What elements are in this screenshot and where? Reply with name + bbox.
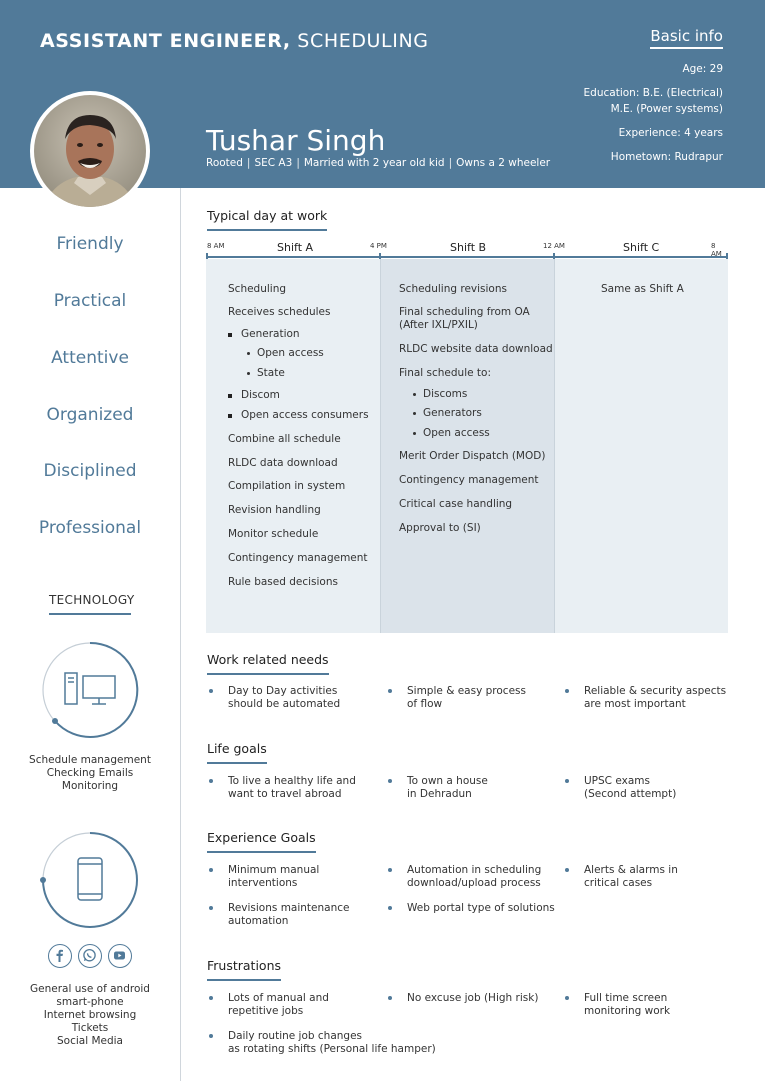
tag-vehicle: Owns a 2 wheeler — [456, 157, 551, 169]
trait-attentive: Attentive — [51, 348, 129, 368]
basic-info-education-2: M.E. (Power systems) — [610, 103, 723, 115]
typical-day-title: Typical day at work — [207, 208, 327, 231]
life-goals-title: Life goals — [207, 741, 267, 764]
list-item: Reliable & security aspects are most important — [584, 685, 727, 710]
list-item: Approval to (SI) — [399, 522, 481, 534]
trait-organized: Organized — [46, 405, 134, 425]
persona-name: Tushar Singh — [206, 124, 386, 157]
list-item: Contingency management — [228, 552, 368, 564]
work-needs-title: Work related needs — [207, 652, 329, 675]
list-item: Revision handling — [228, 504, 321, 516]
desktop-usage-gauge — [40, 640, 140, 740]
list-item: Same as Shift A — [601, 283, 684, 295]
tag-sec: SEC A3 — [254, 157, 293, 169]
list-item: Receives schedules — [228, 306, 331, 318]
list-item: Web portal type of solutions — [407, 902, 555, 914]
list-item: Full time screen monitoring work — [584, 992, 671, 1017]
list-item: Monitor schedule — [228, 528, 319, 540]
role-title: ASSISTANT ENGINEER, SCHEDULING — [40, 30, 429, 52]
list-item: Minimum manual interventions — [228, 864, 320, 889]
list-item: Open access — [257, 347, 324, 359]
basic-info-age: Age: 29 — [682, 63, 723, 75]
list-item: Combine all schedule — [228, 433, 341, 445]
list-item: RLDC data download — [228, 457, 338, 469]
list-item: Critical case handling — [399, 498, 513, 510]
list-item: Scheduling revisions — [399, 283, 507, 295]
social-apps — [48, 944, 132, 968]
list-item: Automation in scheduling download/upload process — [407, 864, 542, 889]
list-item: Merit Order Dispatch (MOD) — [399, 450, 546, 462]
desktop-usage-list: Schedule management Checking Emails Monitoring — [29, 754, 151, 792]
time-4pm: 4 PM — [370, 242, 387, 250]
desktop-computer-icon — [65, 673, 115, 704]
smartphone-icon — [78, 858, 102, 900]
persona-tagline: Rooted | SEC A3 | Married with 2 year old kid | Owns a 2 wheeler — [206, 157, 551, 169]
technology-title: TECHNOLOGY — [49, 593, 131, 615]
column-divider — [180, 188, 181, 1081]
list-item: UPSC exams (Second attempt) — [584, 775, 677, 800]
shift-b-label: Shift B — [450, 241, 487, 254]
list-item: To live a healthy life and want to travel abroad — [228, 775, 356, 800]
trait-practical: Practical — [53, 291, 127, 311]
frustrations-title: Frustrations — [207, 958, 281, 981]
list-item: No excuse job (High risk) — [407, 992, 539, 1004]
time-8am-end: 8 AM — [711, 242, 722, 258]
basic-info-experience: Experience: 4 years — [618, 127, 723, 139]
list-item: RLDC website data download — [399, 343, 553, 355]
shift-c-panel — [555, 259, 728, 633]
list-item: Simple & easy process of flow — [407, 685, 526, 710]
phone-usage-list: General use of android smart-phone Internet browsing Tickets Social Media — [30, 983, 150, 1047]
facebook-icon — [48, 944, 72, 968]
list-item: Day to Day activities should be automated — [228, 685, 341, 710]
time-8am-start: 8 AM — [207, 242, 225, 250]
basic-info-education-1: Education: B.E. (Electrical) — [583, 87, 723, 99]
list-item: Alerts & alarms in critical cases — [584, 864, 678, 889]
list-item: Compilation in system — [228, 480, 346, 492]
avatar — [30, 91, 150, 211]
list-item: Open access consumers — [241, 409, 369, 421]
list-item: Discoms — [423, 388, 468, 400]
shift-divider — [554, 259, 555, 633]
list-item: State — [257, 367, 285, 379]
list-item: Open access — [423, 427, 490, 439]
trait-disciplined: Disciplined — [43, 461, 137, 481]
experience-goals-title: Experience Goals — [207, 830, 316, 853]
tag-rooted: Rooted — [206, 157, 243, 169]
list-item: Contingency management — [399, 474, 539, 486]
time-12am: 12 AM — [543, 242, 565, 250]
phone-usage-gauge — [40, 830, 140, 930]
shift-divider — [380, 259, 381, 633]
basic-info-title: Basic info — [650, 28, 723, 49]
list-item: To own a house in Dehradun — [407, 775, 488, 800]
list-item: Revisions maintenance automation — [228, 902, 350, 927]
list-item: Discom — [241, 389, 280, 401]
trait-professional: Professional — [38, 518, 142, 538]
list-item: Scheduling — [228, 283, 287, 295]
timeline-axis — [206, 256, 728, 258]
shift-a-label: Shift A — [277, 241, 314, 254]
list-item: Generators — [423, 407, 482, 419]
shift-timeline — [206, 240, 728, 260]
list-item: Rule based decisions — [228, 576, 338, 588]
avatar-image — [34, 95, 146, 207]
basic-info-hometown: Hometown: Rudrapur — [610, 151, 723, 163]
list-item: Final scheduling from OA — [399, 306, 530, 318]
youtube-icon — [108, 944, 132, 968]
trait-friendly: Friendly — [56, 234, 124, 254]
tag-family: Married with 2 year old kid — [303, 157, 445, 169]
list-item: Lots of manual and repetitive jobs — [228, 992, 329, 1017]
list-item: Final schedule to: — [399, 367, 492, 379]
list-item: Generation — [241, 328, 300, 340]
basic-info — [584, 28, 723, 173]
list-item: (After IXL/PXIL) — [399, 319, 478, 331]
whatsapp-icon — [78, 944, 102, 968]
shift-c-label: Shift C — [623, 241, 660, 254]
list-item: Daily routine job changes as rotating shifts (Personal life hamper) — [228, 1030, 436, 1055]
